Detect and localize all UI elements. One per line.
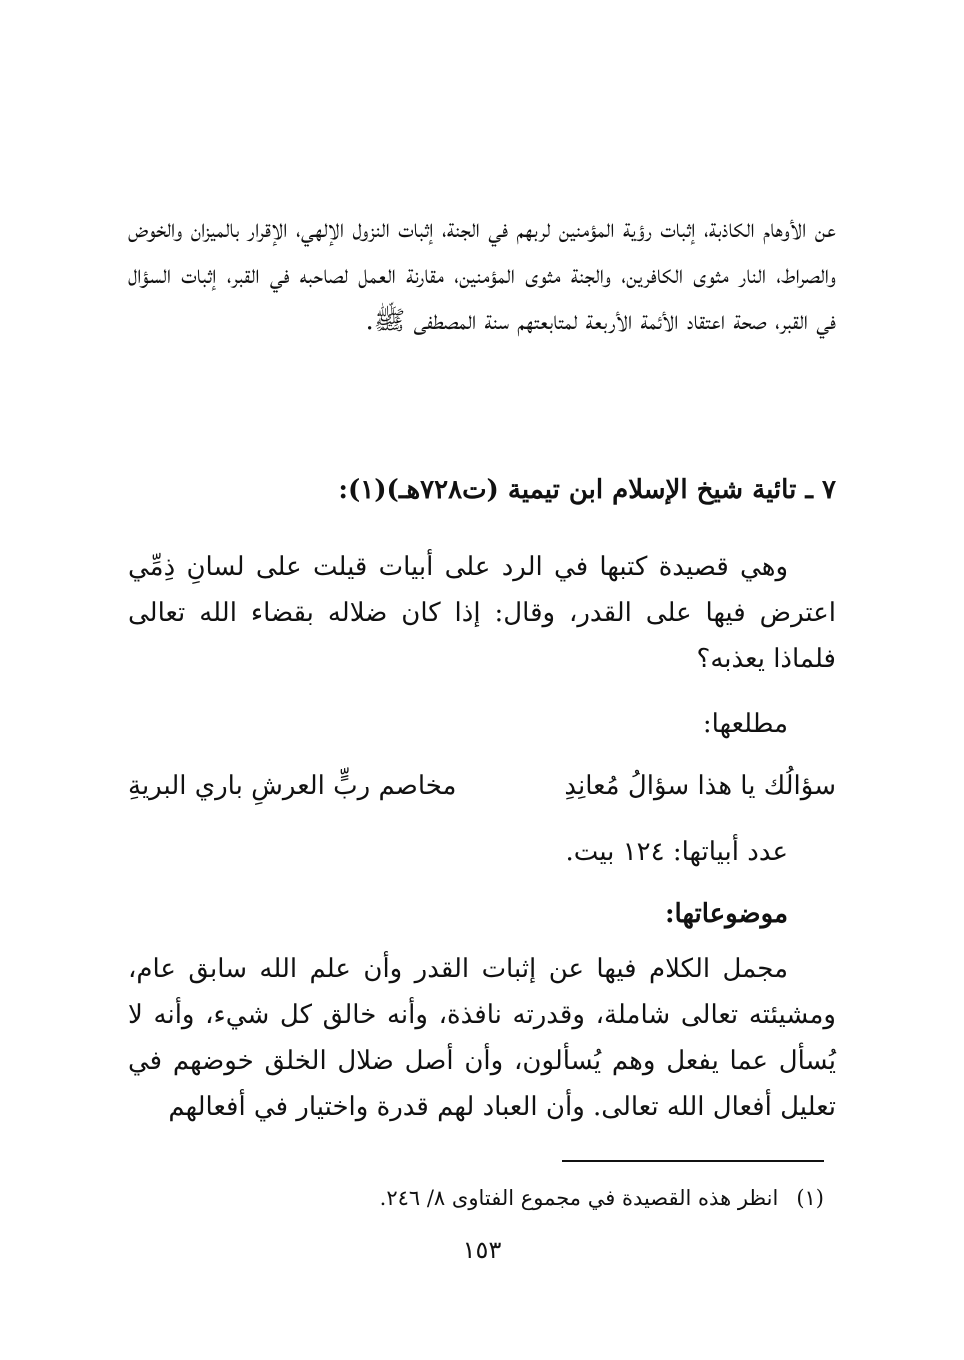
paragraph-aqeedah-topics: عن الأوهام الكاذبة، إثبات رؤية المؤمنين لربهم في الجنة، إثبات النزول الإلهي، الإقرار بالميزان والخوض والصراط، النار مثوى الكافرين، والجنة مثوى المؤمنين، مقارنة العمل لصاحبه في القبر، إثبات السؤال في القبر، صحة اعتقاد الأئمة الأربعة لمتابعتهم سنة المصطفى ﷺ. [128, 214, 836, 336]
verse-count: عدد أبياتها: ١٢٤ بيت. [565, 837, 788, 867]
footnote-separator [562, 1160, 824, 1162]
topics-label: موضوعاتها: [664, 899, 788, 929]
paragraph-poem-description: وهي قصيدة كتبها في الرد على أبيات قيلت على لسانِ ذِمِّي اعترض فيها على القدر، وقال: إذا كان ضلاله بقضاء الله تعالى فلماذا يعذبه؟ [128, 552, 836, 674]
footnote [128, 1182, 824, 1214]
opening-label: مطلعها: [702, 709, 788, 739]
footnote-number: (١) [796, 1186, 824, 1210]
paragraph-poem-topics: مجمل الكلام فيها عن إثبات القدر وأن علم الله سابق عام، ومشيئته تعالى شاملة، وقدرته نافذة، وأنه خالق كل شيء، وأنه لا يُسأل عما يفعل وهم يُسألون، وأن أصل ضلال الخلق خوضهم في تعليل أفعال الله تعالى. وأن العباد لهم قدرة واختيار في أفعالهم [128, 954, 836, 1122]
page-number: ١٥٣ [462, 1236, 502, 1264]
verse-first-hemistich: سؤالُك يا هذا سؤالُ مُعانِدِ [564, 771, 836, 801]
footnote-text: انظر هذه القصيدة في مجموع الفتاوى ٨/ ٢٤٦. [379, 1186, 779, 1210]
section-heading: ٧ ـ تائية شيخ الإسلام ابن تيمية (ت٧٢٨هـ)(١): [338, 475, 836, 505]
verse-second-hemistich: مخاصم ربٍّ العرشِ باري البريةِ [128, 771, 457, 801]
opening-verse [128, 764, 836, 808]
